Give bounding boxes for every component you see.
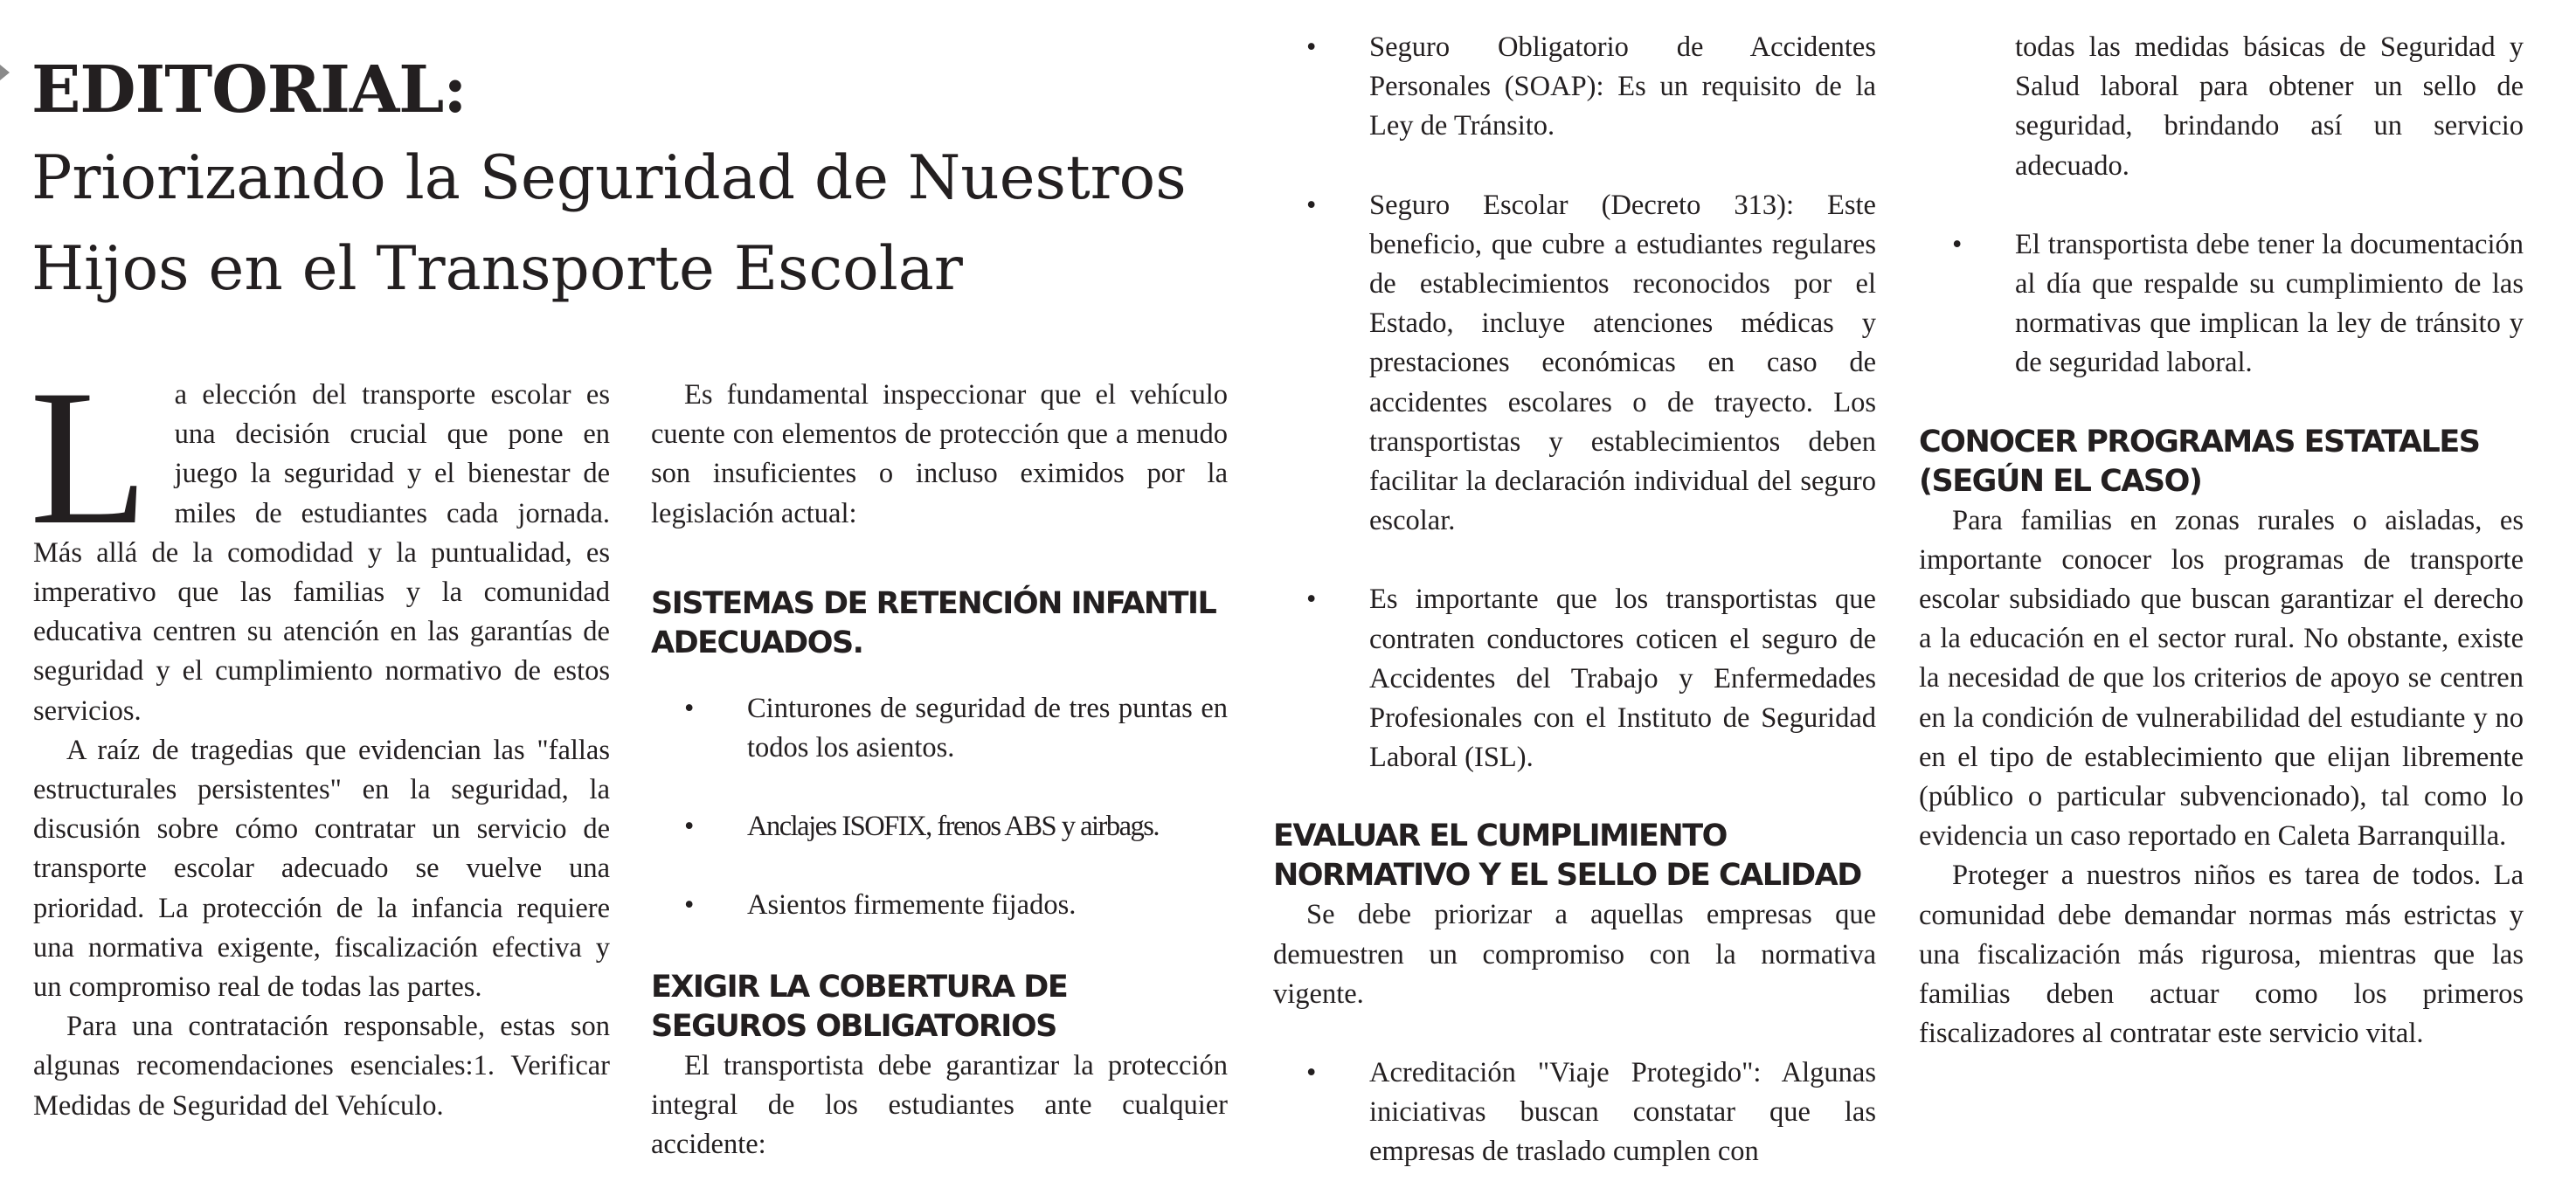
list-item-continued xyxy=(1919,28,2524,186)
column-3 xyxy=(1273,28,1876,1172)
column-2 xyxy=(651,376,1228,1164)
continued-list xyxy=(1919,28,2524,383)
section-heading: CONOCER PROGRAMAS ESTATALES (SEGÚN EL CASO) xyxy=(1919,424,2480,499)
bullet-list xyxy=(1273,1053,1876,1172)
article-headline xyxy=(31,133,1255,314)
editorial-kicker: EDITORIAL: xyxy=(31,52,467,128)
bullet-icon: • xyxy=(1306,584,1317,616)
spacer xyxy=(651,534,1228,584)
spacer xyxy=(651,846,1228,886)
list-item-text: todas las medidas básicas de Seguridad y Salud laboral para obtener un sello de seguridad, brindando así un servicio adecuado. xyxy=(2015,31,2524,182)
paragraph: El transportista debe garantizar la protección integral de los estudiantes ante cualquier accidente: xyxy=(651,1049,1228,1161)
column-4 xyxy=(1919,28,2524,1053)
spacer xyxy=(1919,383,2524,423)
list-item-text: Seguro Obligatorio de Accidentes Personales (SOAP): Es un requisito de la Ley de Tránsito. xyxy=(1369,31,1876,142)
list-item xyxy=(1273,580,1876,777)
section-heading: EXIGIR LA COBERTURA DE SEGUROS OBLIGATORIOS xyxy=(651,969,1068,1044)
bullet-icon: • xyxy=(1306,31,1317,63)
list-item-text: Seguro Escolar (Decreto 313): Este beneficio, que cubre a estudiantes regulares de establecimientos reconocidos por el Estado, incluye atenciones médicas y prestaciones económicas en caso de accidentes escolares o de trayecto. Los transportistas y establecimientos deben facilitar la declaración individual del seguro escolar. xyxy=(1369,189,1876,537)
bullet-list xyxy=(651,689,1228,926)
list-item xyxy=(1919,225,2524,383)
list-item xyxy=(651,886,1228,925)
bullet-icon: • xyxy=(1952,228,1963,260)
headline-line-1: Priorizando la Seguridad de Nuestros xyxy=(31,143,1187,213)
list-item xyxy=(651,689,1228,768)
intro-paragraph xyxy=(30,350,610,731)
bullet-icon: • xyxy=(1306,1057,1317,1089)
spacer xyxy=(651,926,1228,968)
spacer xyxy=(1273,541,1876,580)
list-item xyxy=(1273,186,1876,542)
list-item xyxy=(651,807,1228,846)
drop-cap: L xyxy=(30,350,149,565)
column-1 xyxy=(30,350,610,1126)
spacer xyxy=(1273,777,1876,817)
spacer xyxy=(1273,1014,1876,1053)
list-item-text: Cinturones de seguridad de tres puntas en todos los asientos. xyxy=(747,692,1228,764)
list-item-text: Acreditación "Viaje Protegido": Algunas iniciativas buscan constatar que las empresas de traslado cumplen con xyxy=(1369,1057,1876,1168)
paragraph: Es fundamental inspeccionar que el vehículo cuente con elementos de protección que a menudo son insuficientes o incluso eximidos por la legislación actual: xyxy=(651,379,1228,529)
list-item-text: Es importante que los transportistas que contraten conductores coticen el seguro de Accidentes del Trabajo y Enfermedades Profesionales con el Instituto de Seguridad Laboral (ISL). xyxy=(1369,584,1876,774)
paragraph: A raíz de tragedias que evidencian las "fallas estructurales persistentes" en la seguridad, la discusión sobre cómo contratar un servicio de transporte escolar adecuado se vuelve una prioridad. La protección de la infancia requiere una normativa exigente, fiscalización efectiva y un compromiso real de todas las partes. xyxy=(33,734,610,1004)
bullet-icon: • xyxy=(684,692,695,724)
paragraph: Para una contratación responsable, estas son algunas recomendaciones esenciales:1. Verificar Medidas de Seguridad del Vehículo. xyxy=(33,1011,610,1122)
paragraph: Para familias en zonas rurales o aisladas, es importante conocer los programas de transporte escolar subsidiado que buscan garantizar el derecho a la educación en el sector rural. No obstante, existe la necesidad de que los criterios de apoyo se centren en la condición de vulnerabilidad del estudiante y no en el tipo de establecimiento que elijan libremente (público o particular subvencionado), tal como lo evidencia un caso reportado en Caleta Barranquilla. xyxy=(1919,504,2524,853)
list-item-text: El transportista debe tener la documentación al día que respalde su cumplimiento de las normativas que implican la ley de tránsito y de seguridad laboral. xyxy=(2015,228,2524,379)
spacer xyxy=(651,663,1228,689)
paragraph: Proteger a nuestros niños es tarea de todos. La comunidad debe demandar normas más estrictas y una fiscalización más rigurosa, mientras que las familias deben actuar como los primeros fiscalizadores al contratar este servicio vital. xyxy=(1919,860,2524,1050)
section-marker xyxy=(0,65,10,80)
bullet-icon: • xyxy=(1306,189,1317,221)
spacer xyxy=(651,768,1228,807)
headline-line-2: Hijos en el Transporte Escolar xyxy=(31,234,963,304)
list-item xyxy=(1273,28,1876,147)
section-heading: SISTEMAS DE RETENCIÓN INFANTIL ADECUADOS. xyxy=(651,585,1216,660)
spacer xyxy=(1273,147,1876,186)
intro-text: a elección del transporte escolar es una decisión crucial que pone en juego la seguridad y el bienestar de miles de estudiantes cada jornada. Más allá de la comodidad y la puntualidad, es imperativo que las familias y la comunidad educativa centren su atención en las garantías de seguridad y el cumplimiento normativo de estos servicios. xyxy=(33,379,610,727)
list-item-text: Asientos firmemente fijados. xyxy=(747,889,1077,922)
section-heading: EVALUAR EL CUMPLIMIENTO NORMATIVO Y EL SELLO DE CALIDAD xyxy=(1273,819,1861,894)
bullet-list xyxy=(1273,28,1876,777)
bullet-icon: • xyxy=(684,889,695,922)
list-item-text: Anclajes ISOFIX, frenos ABS y airbags. xyxy=(747,811,1160,843)
paragraph: Se debe priorizar a aquellas empresas que demuestren un compromiso con la normativa vigente. xyxy=(1273,899,1876,1010)
bullet-icon: • xyxy=(684,811,695,843)
spacer xyxy=(1919,186,2524,225)
list-item xyxy=(1273,1053,1876,1172)
